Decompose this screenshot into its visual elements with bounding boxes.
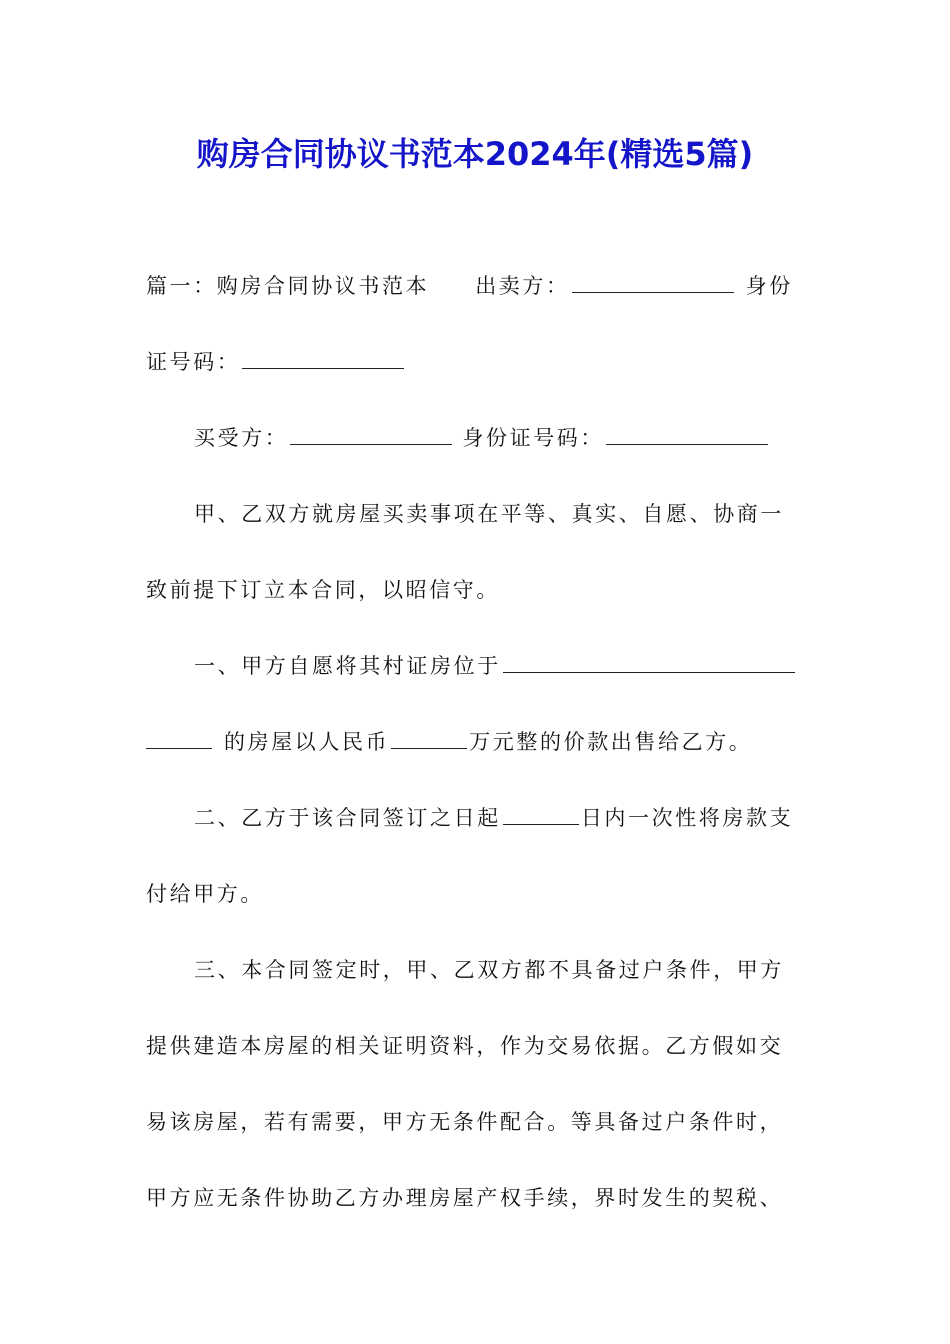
days-blank <box>503 804 579 825</box>
clause-three-text: 易该房屋，若有需要，甲方无条件配合。等具备过户条件时， <box>146 1110 784 1134</box>
text-line-2 <box>146 324 406 400</box>
text-line-10 <box>194 932 784 1008</box>
seller-label: 出卖方： <box>475 274 570 298</box>
text-line-13 <box>146 1160 783 1236</box>
text-line-11 <box>146 1008 783 1084</box>
clause-three-text: 三、本合同签定时，甲、乙双方都不具备过户条件，甲方 <box>194 958 784 982</box>
clause-one-text: 万元整的价款出售给乙方。 <box>469 730 753 754</box>
text-line-6 <box>194 628 797 704</box>
text-line-1 <box>146 248 793 324</box>
clause-one-text: 的房屋以人民币 <box>224 730 390 754</box>
paragraph-text: 致前提下订立本合同，以昭信守。 <box>146 578 500 602</box>
text-line-3 <box>194 400 770 476</box>
house-location-blank-cont <box>146 728 212 749</box>
section-heading: 篇一：购房合同协议书范本 <box>146 274 430 298</box>
seller-id-blank <box>242 348 404 369</box>
price-blank <box>391 728 467 749</box>
text-line-5 <box>146 552 500 628</box>
clause-two-text: 付给甲方。 <box>146 882 264 906</box>
buyer-label: 买受方： <box>194 426 289 450</box>
buyer-name-blank <box>290 424 452 445</box>
clause-two-text: 二、乙方于该合同签订之日起 <box>194 806 501 830</box>
paragraph-text: 甲、乙双方就房屋买卖事项在平等、真实、自愿、协商一 <box>194 502 784 526</box>
clause-one-text: 一、甲方自愿将其村证房位于 <box>194 654 501 678</box>
text-line-4 <box>194 476 784 552</box>
clause-two-text: 日内一次性将房款支 <box>580 806 794 830</box>
id-label-part2: 证号码： <box>146 350 241 374</box>
text-line-12 <box>146 1084 783 1160</box>
clause-three-text: 提供建造本房屋的相关证明资料，作为交易依据。乙方假如交 <box>146 1034 784 1058</box>
buyer-id-blank <box>606 424 768 445</box>
text-line-9 <box>146 856 264 932</box>
clause-three-text: 甲方应无条件协助乙方办理房屋产权手续，界时发生的契税、 <box>146 1186 784 1210</box>
id-label-part1: 身份 <box>745 274 793 298</box>
buyer-id-label: 身份证号码： <box>462 426 605 450</box>
text-line-8 <box>194 780 793 856</box>
seller-name-blank <box>572 272 734 293</box>
document-title: 购房合同协议书范本2024年(精选5篇) <box>196 135 754 173</box>
text-line-7 <box>146 704 752 780</box>
house-location-blank <box>503 652 795 673</box>
